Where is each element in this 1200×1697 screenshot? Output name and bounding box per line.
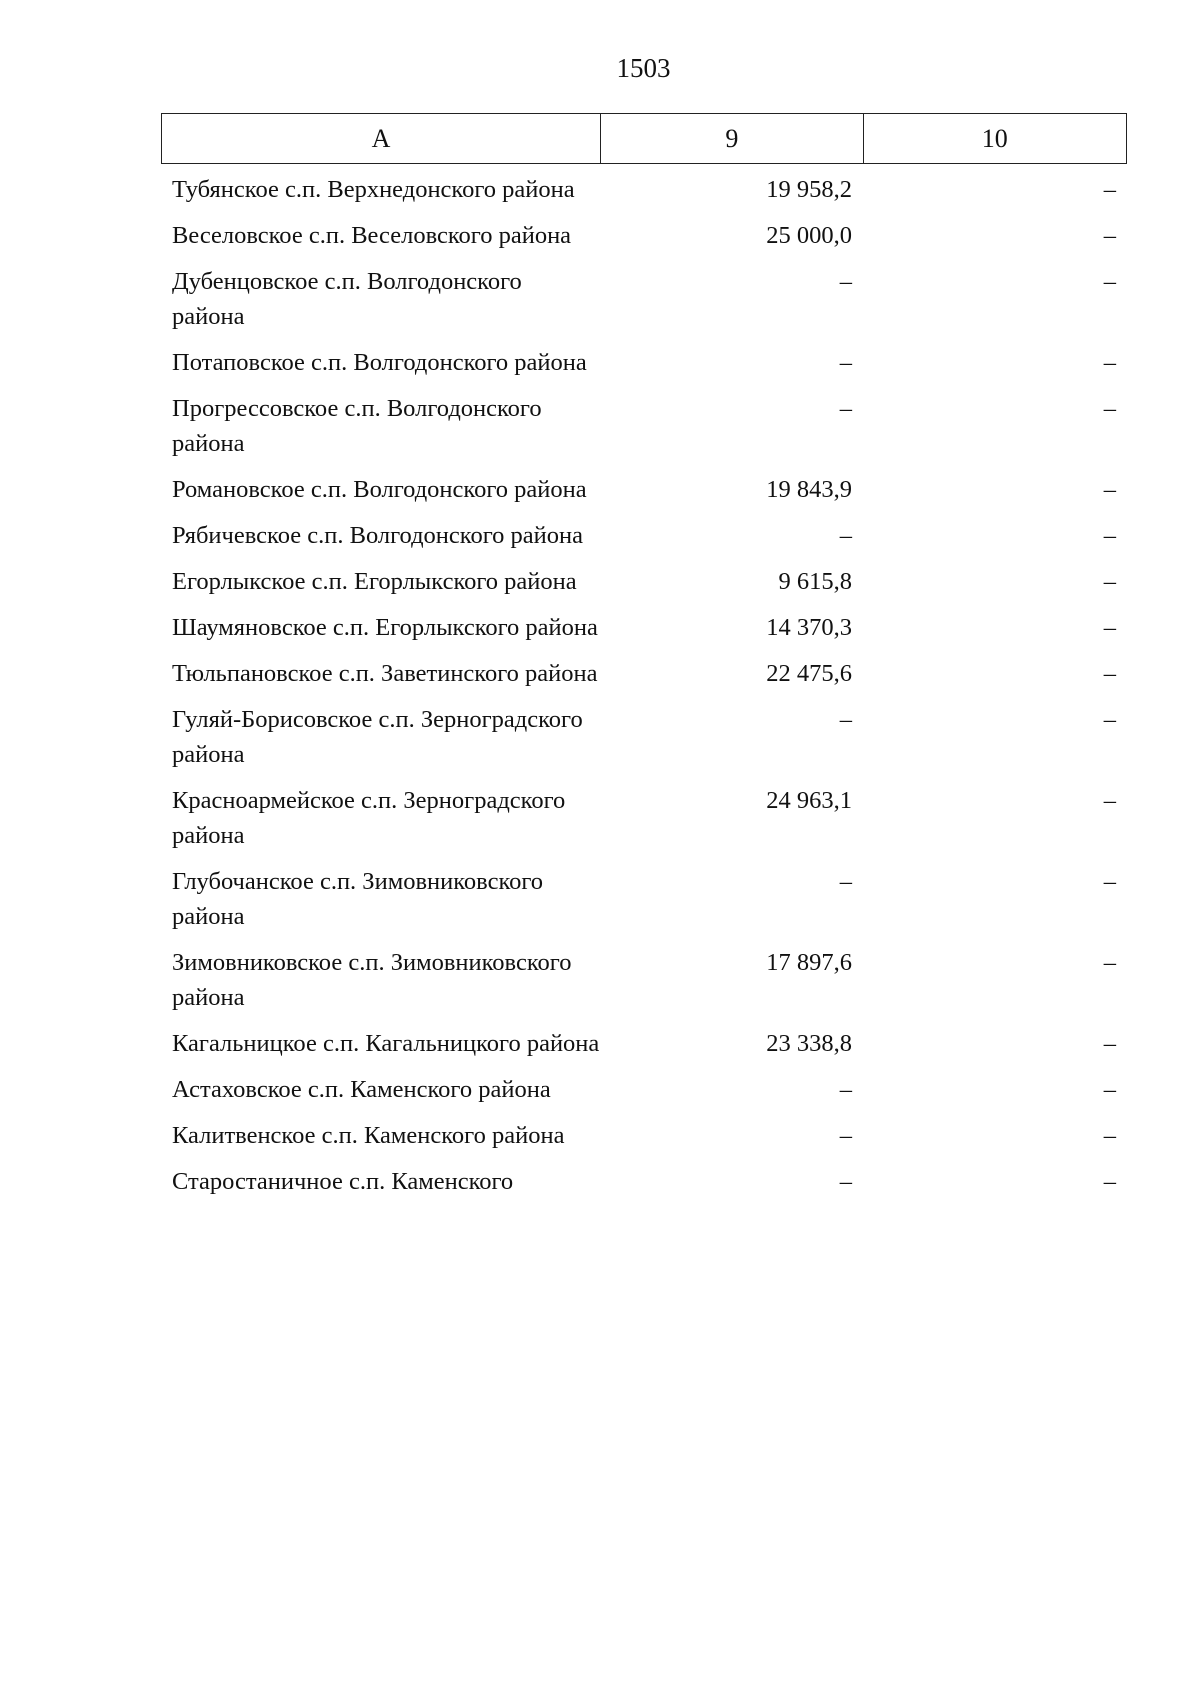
row-value-9: 23 338,8 xyxy=(766,1030,852,1057)
row-value-10: – xyxy=(1103,1076,1116,1103)
table-header xyxy=(161,113,1127,164)
row-name: Гуляй-Борисовское с.п. Зерноградского района xyxy=(172,706,583,768)
table-row xyxy=(161,391,1127,472)
table-row xyxy=(161,656,1127,702)
row-value-10: – xyxy=(1103,476,1116,503)
row-value-10: – xyxy=(1103,1030,1116,1057)
row-value-10: – xyxy=(1103,706,1116,733)
row-name: Калитвенское с.п. Каменского района xyxy=(172,1122,565,1149)
row-value-10: – xyxy=(1103,1122,1116,1149)
row-name: Астаховское с.п. Каменского района xyxy=(172,1076,551,1103)
table-row xyxy=(161,172,1127,218)
table-row xyxy=(161,564,1127,610)
row-name: Потаповское с.п. Волгодонского района xyxy=(172,349,587,376)
table-row xyxy=(161,702,1127,783)
row-name: Красноармейское с.п. Зерноградского района xyxy=(172,787,566,849)
table-row xyxy=(161,518,1127,564)
table-row xyxy=(161,610,1127,656)
row-value-9: – xyxy=(839,868,852,895)
row-value-10: – xyxy=(1103,522,1116,549)
row-value-9: 25 000,0 xyxy=(766,222,852,249)
row-name: Кагальницкое с.п. Кагальницкого района xyxy=(172,1030,600,1057)
row-value-9: 14 370,3 xyxy=(766,614,852,641)
page-number: 1503 xyxy=(616,53,671,83)
row-value-9: – xyxy=(839,349,852,376)
row-name: Зимовниковское с.п. Зимовниковского района xyxy=(172,949,572,1011)
row-value-10: – xyxy=(1103,349,1116,376)
table-row xyxy=(161,1118,1127,1164)
table-row xyxy=(161,218,1127,264)
row-value-10: – xyxy=(1103,176,1116,203)
row-name: Глубочанское с.п. Зимовниковского района xyxy=(172,868,544,930)
column-header-a: А xyxy=(371,123,391,153)
row-value-9: 17 897,6 xyxy=(766,949,852,976)
row-value-9: – xyxy=(839,395,852,422)
row-value-10: – xyxy=(1103,868,1116,895)
table-row xyxy=(161,472,1127,518)
row-value-9: – xyxy=(839,706,852,733)
table-row xyxy=(161,264,1127,345)
row-value-10: – xyxy=(1103,222,1116,249)
row-value-9: – xyxy=(839,1168,852,1195)
row-value-9: – xyxy=(839,1122,852,1149)
row-name: Тубянское с.п. Верхнедонского района xyxy=(172,176,575,203)
row-value-10: – xyxy=(1103,614,1116,641)
row-value-9: 24 963,1 xyxy=(766,787,852,814)
table-row xyxy=(161,783,1127,864)
row-name: Дубенцовское с.п. Волгодонского района xyxy=(172,268,522,330)
row-value-9: – xyxy=(839,268,852,295)
column-header-10: 10 xyxy=(863,114,1126,163)
row-value-10: – xyxy=(1103,949,1116,976)
row-value-10: – xyxy=(1103,568,1116,595)
table-row xyxy=(161,1026,1127,1072)
table-row xyxy=(161,1164,1127,1210)
row-value-10: – xyxy=(1103,268,1116,295)
row-value-10: – xyxy=(1103,787,1116,814)
table-row xyxy=(161,945,1127,1026)
row-name: Старостаничное с.п. Каменского xyxy=(172,1168,514,1195)
row-value-9: 19 843,9 xyxy=(766,476,852,503)
budget-table xyxy=(161,113,1127,1210)
row-value-9: 22 475,6 xyxy=(766,660,852,687)
row-name: Веселовское с.п. Веселовского района xyxy=(172,222,572,249)
table-body xyxy=(161,164,1127,1210)
table-row xyxy=(161,345,1127,391)
table-row xyxy=(161,1072,1127,1118)
row-value-9: 19 958,2 xyxy=(766,176,852,203)
column-header-9: 9 xyxy=(600,114,862,163)
row-value-10: – xyxy=(1103,1168,1116,1195)
row-value-10: – xyxy=(1103,660,1116,687)
row-value-9: – xyxy=(839,1076,852,1103)
table-row xyxy=(161,864,1127,945)
row-name: Шаумяновское с.п. Егорлыкского района xyxy=(172,614,598,641)
row-name: Егорлыкское с.п. Егорлыкского района xyxy=(172,568,577,595)
row-value-10: – xyxy=(1103,395,1116,422)
row-name: Прогрессовское с.п. Волгодонского района xyxy=(172,395,542,457)
row-name: Романовское с.п. Волгодонского района xyxy=(172,476,587,503)
row-name: Рябичевское с.п. Волгодонского района xyxy=(172,522,583,549)
row-name: Тюльпановское с.п. Заветинского района xyxy=(172,660,598,687)
row-value-9: – xyxy=(839,522,852,549)
row-value-9: 9 615,8 xyxy=(778,568,852,595)
